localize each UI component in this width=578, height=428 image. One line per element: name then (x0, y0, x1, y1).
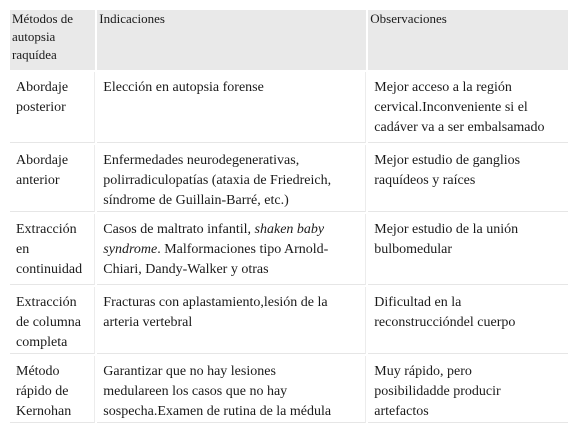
cell-observations (368, 145, 568, 212)
table-row (10, 356, 568, 423)
cell-text: Mejor acceso a la región (374, 80, 512, 95)
cell-indications (97, 356, 366, 423)
cell-method (10, 356, 95, 423)
cell-text: medulareen los casos que no hay (103, 384, 288, 399)
cell-method (10, 72, 95, 143)
cell-text: Chiari, Dandy-Walker y otras (103, 262, 269, 277)
cell-text: Elección en autopsia forense (103, 80, 264, 95)
header-observations (368, 10, 568, 70)
cell-text: Método (16, 364, 60, 379)
cell-text: Casos de maltrato infantil, (103, 222, 255, 237)
cell-text: Dificultad en la (374, 295, 462, 310)
header-row (10, 10, 568, 70)
cell-text: anterior (16, 173, 60, 188)
header-indications (97, 10, 366, 70)
table-row (10, 214, 568, 285)
cell-text: raquídeos y raíces (374, 173, 476, 188)
cell-text: Extracción (16, 295, 77, 310)
cell-text-line (103, 220, 365, 240)
cell-observations (368, 356, 568, 423)
table-header (10, 10, 568, 70)
cell-text: bulbomedular (374, 242, 453, 257)
cell-indications (97, 145, 366, 212)
cell-indications (97, 287, 366, 354)
cell-text: Fracturas con aplastamiento,lesión de la (103, 295, 328, 310)
cell-method (10, 145, 95, 212)
cell-text: posibilidadde producir (374, 384, 501, 399)
cell-text: polirradiculopatías (ataxia de Friedreich, (103, 173, 332, 188)
cell-text: arteria vertebral (103, 315, 193, 330)
cell-method (10, 287, 95, 354)
header-method-line: Métodos de (12, 11, 74, 26)
cell-text: Enfermedades neurodegenerativas, (103, 153, 300, 168)
cell-text: Abordaje (16, 80, 69, 95)
cell-text: continuidad (16, 262, 83, 277)
cell-observations (368, 72, 568, 143)
header-method (10, 10, 95, 70)
cell-text: sospecha.Examen de rutina de la médula (103, 404, 332, 419)
cell-text: Garantizar que no hay lesiones (103, 364, 276, 379)
cell-text: Abordaje (16, 153, 69, 168)
cell-text: . Malformaciones tipo Arnold- (157, 242, 329, 257)
cell-text: Extracción (16, 222, 77, 237)
header-indications-label: Indicaciones (99, 11, 165, 26)
table-row (10, 145, 568, 212)
cell-text: Mejor estudio de la unión (374, 222, 519, 237)
autopsy-methods-table (8, 8, 570, 425)
table-row (10, 287, 568, 354)
header-method-line: raquídea (12, 47, 57, 62)
cell-text: artefactos (374, 404, 429, 419)
cell-observations (368, 214, 568, 285)
header-observations-label: Observaciones (370, 11, 447, 26)
cell-text: cadáver va a ser embalsamado (374, 120, 545, 135)
cell-indications (97, 214, 366, 285)
cell-text: síndrome de Guillain-Barré, etc.) (103, 193, 289, 208)
table-row (10, 72, 568, 143)
header-method-line: autopsia (12, 29, 56, 44)
cell-text: Muy rápido, pero (374, 364, 472, 379)
cell-text: Kernohan (16, 404, 72, 419)
cell-text: de columna (16, 315, 81, 330)
cell-text-line (103, 240, 365, 260)
cell-text: Mejor estudio de ganglios (374, 153, 521, 168)
cell-text: reconstruccióndel cuerpo (374, 315, 516, 330)
cell-method (10, 214, 95, 285)
cell-observations (368, 287, 568, 354)
cell-text-italic: syndrome (103, 242, 158, 257)
cell-indications (97, 72, 366, 143)
cell-text: en (16, 242, 30, 257)
cell-text-italic: shaken baby (254, 222, 325, 237)
cell-text: posterior (16, 100, 66, 115)
cell-text: completa (16, 335, 68, 350)
cell-text: rápido de (16, 384, 69, 399)
cell-text: cervical.Inconveniente si el (374, 100, 528, 115)
